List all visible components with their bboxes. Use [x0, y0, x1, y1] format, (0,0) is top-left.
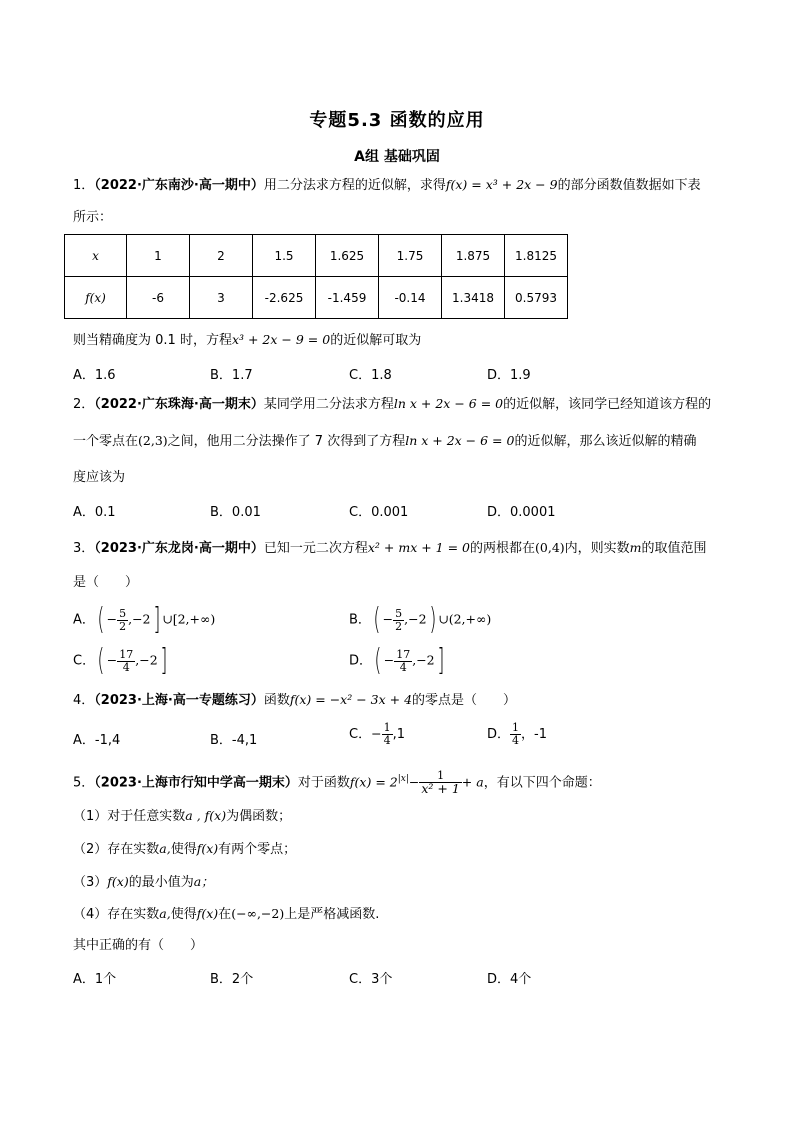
q5-option-c[interactable]: C．3个: [349, 972, 393, 987]
fraction: [117, 608, 128, 633]
q2-text: 某同学用二分法求方程: [263, 397, 394, 412]
fraction-denominator: 2: [119, 619, 127, 633]
option-tail: ，-1: [521, 727, 547, 742]
option-label: B．: [349, 612, 371, 628]
q4-option-c[interactable]: [349, 722, 405, 747]
math-expression: a,: [159, 841, 171, 856]
fraction-denominator: 2: [395, 619, 403, 633]
q3-option-c[interactable]: [73, 643, 169, 678]
table-cell: 1.875: [442, 235, 505, 277]
bound: ,−2: [412, 652, 435, 668]
q1-text-2: 的部分函数值数据如下表: [557, 178, 701, 193]
statement-text: 上是严格减函数.: [284, 907, 380, 922]
q4-text: 函数: [263, 693, 290, 708]
table-cell: 1.3418: [442, 277, 505, 319]
option-label: C．: [349, 727, 372, 742]
statement-text: （4）存在实数: [73, 907, 160, 922]
statement-text: 为偶函数；: [226, 809, 292, 824]
q2-interval: (2,3): [138, 433, 168, 448]
fraction-denominator: 4: [122, 660, 130, 674]
table-row: [65, 235, 568, 277]
math-expression: f(x): [196, 841, 219, 856]
bracket-close: ]: [160, 643, 168, 678]
option-label: A．: [73, 612, 95, 628]
q2-equation: ln x + 2x − 6 = 0: [393, 396, 504, 411]
q2-source: （2022·广东珠海·高一期末）: [94, 397, 264, 412]
q5-line-question: 其中正确的有（ ）: [73, 938, 204, 953]
table-row: [65, 277, 568, 319]
q1-text-3: 则当精确度为 0.1 时，方程: [73, 333, 232, 348]
statement-text: 的最小值为: [128, 875, 194, 890]
option-label: D．: [487, 727, 511, 742]
q2-number: 2．: [73, 397, 95, 412]
fraction-denominator: 4: [512, 734, 520, 747]
q1-option-b[interactable]: B．1.7: [210, 368, 253, 383]
bound: ,−2: [135, 652, 158, 668]
option-tail: ∪(2,+∞): [438, 611, 492, 627]
q2-option-d[interactable]: D．0.0001: [487, 505, 556, 520]
table-cell: 0.5793: [505, 277, 568, 319]
q1-text: 用二分法求方程的近似解，求得: [263, 178, 446, 193]
q3-text-4: 的取值范围: [641, 541, 707, 556]
q1-option-d[interactable]: D．1.9: [487, 368, 531, 383]
bracket-close: ): [428, 602, 436, 637]
math-expression: a,: [159, 906, 171, 921]
option-tail: ,1: [392, 727, 405, 742]
section-heading: A组 基础巩固: [354, 149, 440, 165]
q1-equation: x³ + 2x − 9 = 0: [231, 332, 331, 347]
q1-line3: [73, 331, 421, 350]
bracket-close: ]: [152, 602, 160, 637]
q1-option-c[interactable]: C．1.8: [349, 368, 392, 383]
bound: ,−2: [128, 611, 151, 627]
q1-number: 1．: [73, 178, 95, 193]
table-cell: 1.75: [379, 235, 442, 277]
q3-option-a[interactable]: [73, 602, 216, 637]
math-expression: f(x): [107, 874, 129, 889]
q4-option-d[interactable]: [487, 722, 547, 747]
q3-number: 3．: [73, 541, 95, 556]
q4-option-a[interactable]: A．-1,4: [73, 733, 121, 748]
q5-option-b[interactable]: B．2个: [210, 972, 254, 987]
table-cell: 1.625: [316, 235, 379, 277]
q4-function: f(x) = −x² − 3x + 4: [289, 692, 413, 707]
fraction-denominator: x² + 1: [421, 781, 460, 797]
table-cell: 2: [190, 235, 253, 277]
q4-text-2: 的零点是（ ）: [412, 693, 517, 708]
statement-text: （2）存在实数: [73, 842, 160, 857]
q1-function: f(x) = x³ + 2x − 9: [445, 177, 558, 192]
table-cell: 1.5: [253, 235, 316, 277]
bracket-close: ]: [436, 643, 444, 678]
minus-sign: −: [371, 726, 382, 741]
table-cell: -0.14: [379, 277, 442, 319]
q2-equation-2: ln x + 2x − 6 = 0: [405, 433, 515, 448]
q2-option-b[interactable]: B．0.01: [210, 505, 261, 520]
q3-interval: (0,4): [535, 540, 565, 555]
table-cell: -6: [127, 277, 190, 319]
q3-source: （2023·广东龙岗·高一期中）: [94, 541, 264, 556]
table-cell: 1: [127, 235, 190, 277]
q3-line1: [73, 539, 707, 558]
q3-option-b[interactable]: [349, 602, 492, 637]
q5-text: 对于函数: [297, 775, 350, 791]
bracket-open: (: [374, 643, 382, 678]
minus-sign: −: [106, 611, 118, 627]
q4-line1: [73, 691, 516, 710]
statement-text: （1）对于任意实数: [73, 809, 186, 824]
q3-equation: x² + mx + 1 = 0: [367, 540, 470, 555]
fraction-numerator: 5: [395, 606, 403, 620]
q1-option-a[interactable]: A．1.6: [73, 368, 116, 383]
q5-source: （2023·上海市行知中学高一期末）: [94, 775, 298, 791]
q5-option-a[interactable]: A．1个: [73, 972, 117, 987]
bound: ,−2: [404, 611, 427, 627]
statement-text: 使得: [170, 907, 197, 922]
fraction-numerator: 1: [419, 770, 461, 783]
q2-text-4: 之间，他用二分法操作了 7 次得到了方程: [167, 434, 406, 449]
q5-line1: [73, 770, 601, 795]
option-label: D．: [349, 653, 373, 669]
q1-source: （2022·广东南沙·高一期中）: [94, 178, 264, 193]
fraction: [393, 608, 404, 633]
q3-text-2: 的两根都在: [470, 541, 536, 556]
table-header-fx: f(x): [65, 277, 127, 319]
statement-text: 有两个零点；: [218, 842, 297, 857]
q5-statement-1: [73, 807, 291, 826]
q3-text: 已知一元二次方程: [263, 541, 368, 556]
q4-option-b[interactable]: B．-4,1: [210, 733, 258, 748]
q1-text-4: 的近似解可取为: [330, 333, 422, 348]
fraction: [117, 649, 135, 674]
q5-option-d[interactable]: D．4个: [487, 972, 532, 987]
minus-sign: −: [408, 774, 420, 790]
q1-line1: [73, 176, 701, 195]
fraction: [394, 649, 412, 674]
q2-text-5: 的近似解，那么该近似解的精确: [514, 434, 697, 449]
q5-statement-2: [73, 840, 296, 859]
q4-source: （2023·上海·高一专题练习）: [94, 693, 264, 708]
table-cell: 3: [190, 277, 253, 319]
q2-option-a[interactable]: A．0.1: [73, 505, 116, 520]
interval: (−∞,−2): [231, 906, 285, 921]
q2-line1: [73, 395, 711, 414]
q5-number: 5．: [73, 775, 95, 791]
fraction: [419, 770, 461, 795]
fraction-numerator: 1: [383, 721, 391, 734]
statement-text: 使得: [170, 842, 197, 857]
fraction-denominator: 4: [383, 734, 391, 747]
bracket-open: (: [97, 643, 105, 678]
table-cell: -1.459: [316, 277, 379, 319]
fraction-numerator: 17: [396, 647, 411, 661]
value-table: [64, 234, 568, 319]
option-tail: ∪[2,+∞): [162, 611, 216, 627]
minus-sign: −: [383, 652, 395, 668]
fraction-numerator: 17: [119, 647, 134, 661]
fraction-denominator: 4: [399, 660, 407, 674]
q5-statement-4: [73, 905, 379, 924]
fraction: [382, 722, 393, 747]
q3-text-3: 内，则实数: [564, 541, 630, 556]
q2-line2: [73, 432, 696, 451]
table-header-x: x: [65, 235, 127, 277]
minus-sign: −: [382, 611, 394, 627]
q5-statement-3: [73, 873, 214, 892]
bracket-open: (: [97, 602, 105, 637]
q2-option-c[interactable]: C．0.001: [349, 505, 409, 520]
function-tail: + a: [461, 774, 484, 790]
page-title: 专题5.3 函数的应用: [309, 110, 485, 131]
table-cell: -2.625: [253, 277, 316, 319]
q1-line2: 所示：: [73, 210, 113, 225]
q3-variable: m: [629, 540, 642, 555]
math-expression: a , f(x): [185, 808, 227, 823]
fraction: [510, 722, 521, 747]
bracket-open: (: [373, 602, 381, 637]
q4-number: 4．: [73, 693, 95, 708]
q5-function: f(x) = 2: [349, 774, 398, 790]
statement-text: （3）: [73, 875, 108, 890]
option-label: C．: [73, 653, 96, 669]
q2-text-2: 的近似解，该同学已经知道该方程的: [503, 397, 712, 412]
q3-option-d[interactable]: [349, 643, 446, 678]
statement-text: 在: [218, 907, 232, 922]
q3-line2: 是（ ）: [73, 575, 139, 590]
q5-text-2: ，有以下四个命题：: [483, 775, 601, 791]
exponent: |x|: [397, 774, 409, 784]
table-cell: 1.8125: [505, 235, 568, 277]
fraction-numerator: 5: [119, 606, 127, 620]
fraction-numerator: 1: [512, 721, 520, 734]
q2-text-3: 一个零点在: [73, 434, 139, 449]
minus-sign: −: [106, 652, 118, 668]
q2-line3: 度应该为: [73, 470, 126, 485]
math-expression: a；: [193, 874, 214, 889]
math-expression: f(x): [196, 906, 219, 921]
